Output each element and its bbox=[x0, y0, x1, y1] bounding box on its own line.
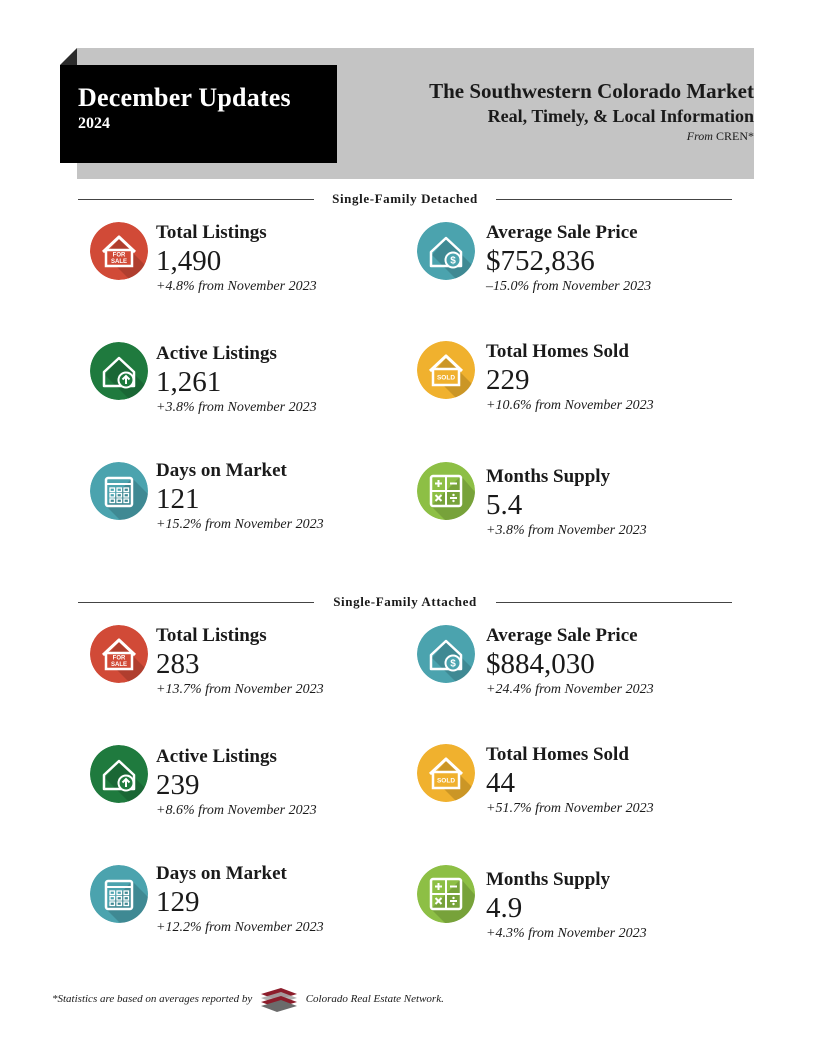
footer-org: Colorado Real Estate Network. bbox=[305, 993, 444, 1005]
stat-label: Days on Market bbox=[156, 460, 287, 481]
stat-average-sale-price bbox=[417, 625, 737, 715]
calendar-icon bbox=[90, 462, 148, 520]
section-header-detached bbox=[78, 191, 732, 207]
svg-text:SALE: SALE bbox=[110, 259, 128, 265]
stat-label: Total Listings bbox=[156, 222, 267, 243]
calculator-icon bbox=[417, 865, 475, 923]
stat-months-supply bbox=[417, 462, 737, 552]
stat-value: 283 bbox=[156, 648, 200, 680]
stat-change: +24.4% from November 2023 bbox=[486, 682, 654, 697]
stat-change: +51.7% from November 2023 bbox=[486, 801, 654, 816]
stat-value: 4.9 bbox=[486, 892, 523, 924]
svg-text:$: $ bbox=[450, 658, 456, 670]
stat-label: Days on Market bbox=[156, 863, 287, 884]
divider-right bbox=[496, 199, 732, 200]
header-fold bbox=[60, 48, 77, 65]
stat-label: Total Homes Sold bbox=[486, 341, 629, 362]
dollar-house-icon bbox=[417, 625, 475, 683]
sold-house-icon bbox=[417, 744, 475, 802]
stat-label: Months Supply bbox=[486, 869, 611, 890]
stat-total-listings bbox=[90, 625, 410, 715]
stat-change: +12.2% from November 2023 bbox=[156, 920, 324, 935]
svg-text:SALE: SALE bbox=[110, 662, 128, 668]
stat-months-supply bbox=[417, 865, 737, 955]
stat-value: 129 bbox=[156, 886, 200, 918]
section-title: Single-Family Detached bbox=[332, 191, 478, 206]
stat-change: +13.7% from November 2023 bbox=[156, 682, 324, 697]
market-heading bbox=[429, 78, 754, 144]
stat-total-homes-sold bbox=[417, 341, 737, 431]
stat-change: +8.6% from November 2023 bbox=[156, 803, 317, 818]
footer-text: *Statistics are based on averages reported by bbox=[52, 993, 253, 1005]
market-source bbox=[429, 128, 754, 144]
market-title: The Southwestern Colorado Market bbox=[429, 79, 754, 103]
stat-label: Total Listings bbox=[156, 625, 267, 646]
stat-change: +3.8% from November 2023 bbox=[486, 523, 647, 538]
sold-house-icon bbox=[417, 341, 475, 399]
svg-text:$: $ bbox=[450, 255, 456, 267]
stat-value: 1,261 bbox=[156, 366, 222, 398]
stat-change: +10.6% from November 2023 bbox=[486, 398, 654, 413]
upload-house-icon bbox=[90, 342, 148, 400]
stat-value: $884,030 bbox=[486, 648, 595, 680]
section-title: Single-Family Attached bbox=[333, 594, 477, 609]
divider-right bbox=[496, 602, 732, 603]
svg-text:FOR: FOR bbox=[112, 655, 126, 662]
stat-value: 44 bbox=[486, 767, 515, 799]
stat-label: Total Homes Sold bbox=[486, 744, 629, 765]
stat-value: 1,490 bbox=[156, 245, 222, 277]
market-subtitle: Real, Timely, & Local Information bbox=[487, 106, 754, 126]
for-sale-house-icon bbox=[90, 222, 148, 280]
from-label: From bbox=[686, 129, 713, 143]
stat-days-on-market bbox=[90, 863, 410, 953]
stat-total-listings bbox=[90, 222, 410, 312]
stat-average-sale-price bbox=[417, 222, 737, 312]
stat-label: Active Listings bbox=[156, 343, 277, 364]
stat-label: Average Sale Price bbox=[486, 222, 638, 243]
calendar-icon bbox=[90, 865, 148, 923]
section-header-attached bbox=[78, 594, 732, 610]
svg-text:FOR: FOR bbox=[112, 252, 126, 259]
stat-change: +4.8% from November 2023 bbox=[156, 279, 317, 294]
stat-total-homes-sold bbox=[417, 744, 737, 834]
dollar-house-icon bbox=[417, 222, 475, 280]
stat-value: 5.4 bbox=[486, 489, 523, 521]
stat-active-listings bbox=[90, 342, 410, 432]
calculator-icon bbox=[417, 462, 475, 520]
stat-days-on-market bbox=[90, 460, 410, 550]
page-title: December Updates bbox=[78, 83, 291, 112]
cren-logo-icon bbox=[259, 986, 299, 1012]
stat-change: +15.2% from November 2023 bbox=[156, 517, 324, 532]
for-sale-house-icon bbox=[90, 625, 148, 683]
stat-value: $752,836 bbox=[486, 245, 595, 277]
stat-change: +4.3% from November 2023 bbox=[486, 926, 647, 941]
svg-text:SOLD: SOLD bbox=[436, 777, 456, 785]
stat-label: Active Listings bbox=[156, 746, 277, 767]
page-year: 2024 bbox=[78, 115, 110, 132]
stat-active-listings bbox=[90, 745, 410, 835]
stat-value: 229 bbox=[486, 364, 530, 396]
stat-change: –15.0% from November 2023 bbox=[486, 279, 652, 294]
stat-label: Months Supply bbox=[486, 466, 611, 487]
upload-house-icon bbox=[90, 745, 148, 803]
from-source: CREN* bbox=[715, 129, 754, 143]
header-title-box bbox=[60, 65, 337, 163]
stat-change: +3.8% from November 2023 bbox=[156, 400, 317, 415]
stat-value: 121 bbox=[156, 483, 200, 515]
svg-text:SOLD: SOLD bbox=[436, 374, 456, 382]
footer-note bbox=[52, 986, 444, 1012]
stat-label: Average Sale Price bbox=[486, 625, 638, 646]
stat-value: 239 bbox=[156, 769, 200, 801]
